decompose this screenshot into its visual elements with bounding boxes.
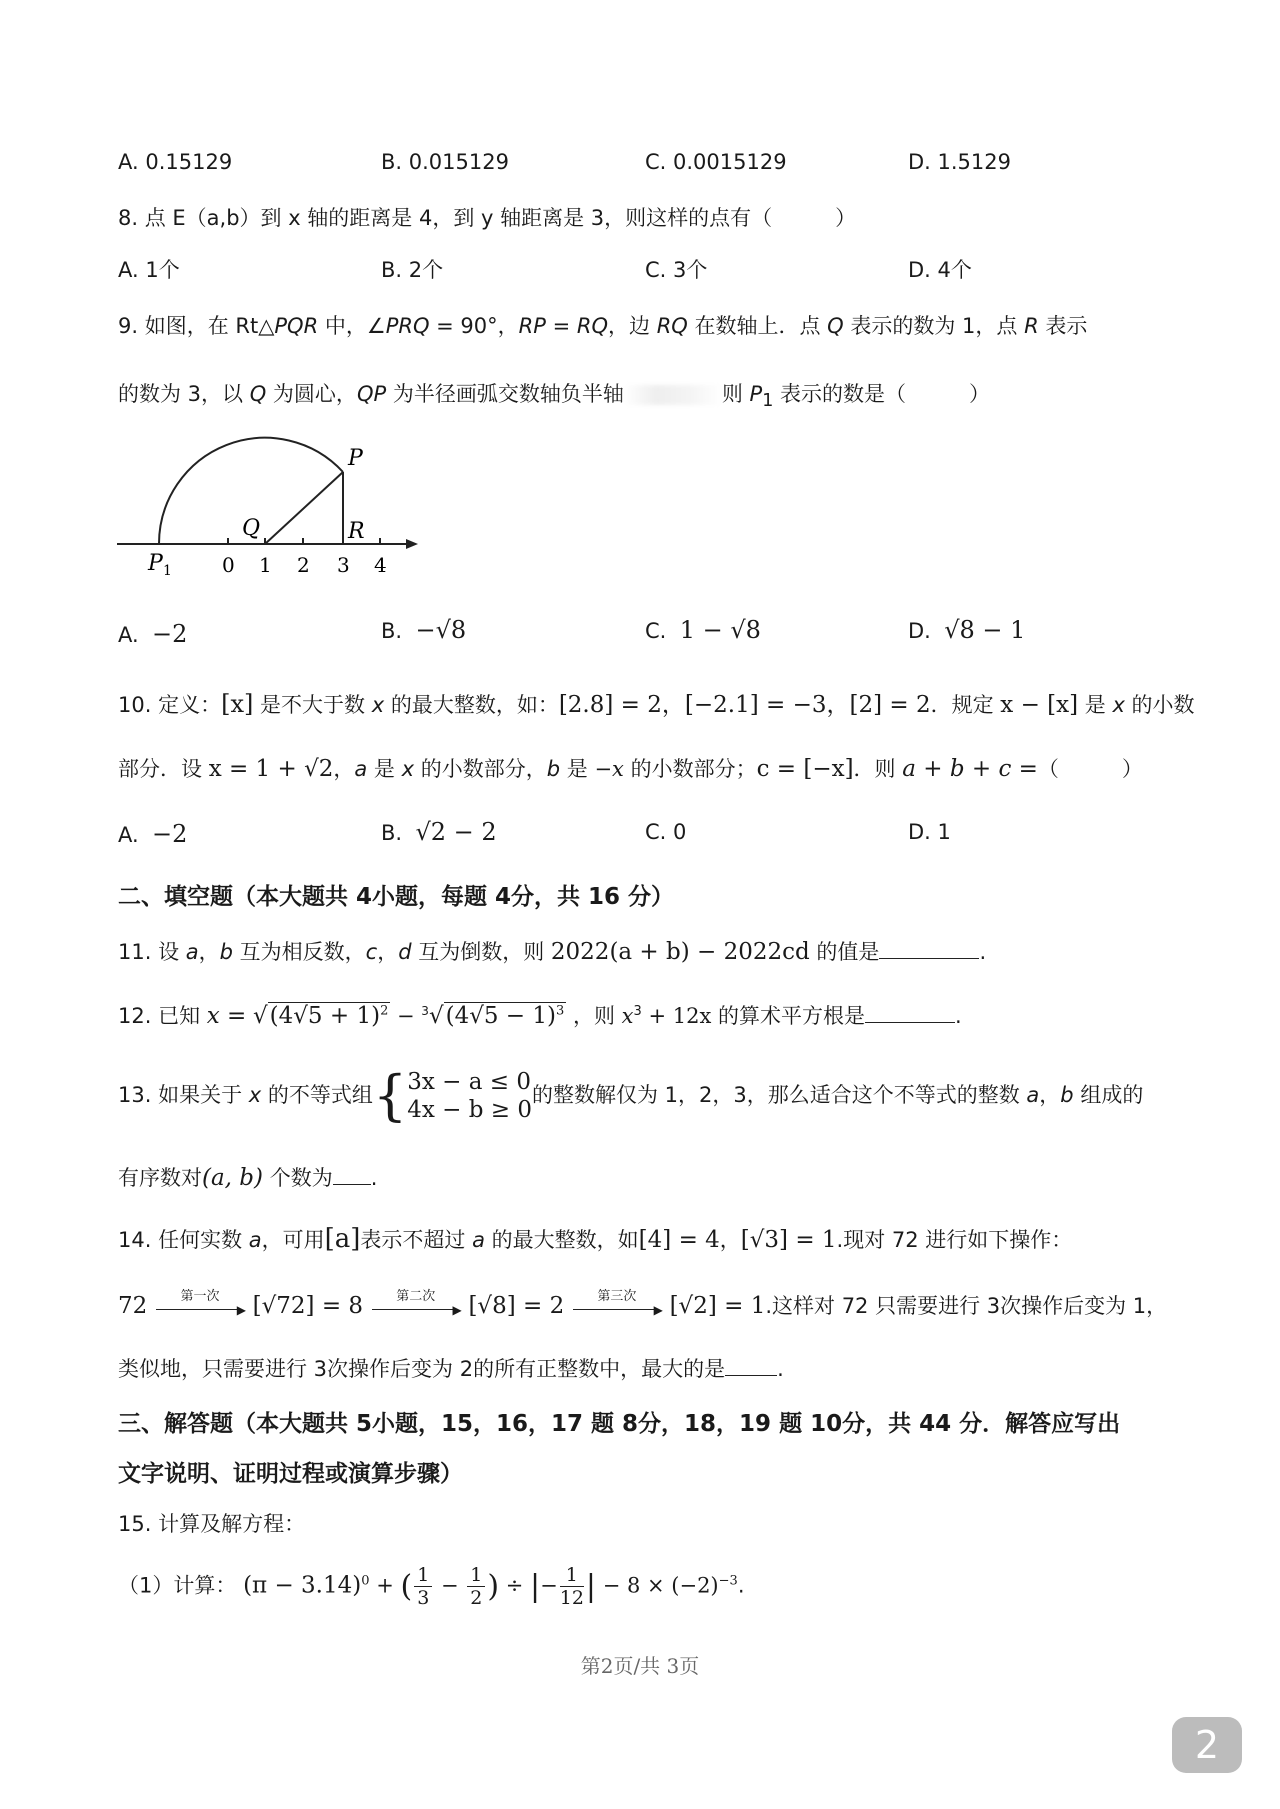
- q7-option-c: C. 0.0015129: [645, 150, 787, 174]
- number-line-figure: [112, 432, 432, 592]
- q13-question-line-2: 有序数对(a, b) 个数为 .: [118, 1165, 378, 1191]
- q9-line-2: 的数为 3，以 Q 为圆心，QP 为半径画弧交数轴负半轴 则 $P_1$ 表示的数是（ ）: [118, 382, 991, 412]
- q12-answer-blank[interactable]: [865, 1004, 955, 1023]
- segment-qp: [265, 472, 343, 544]
- q14-answer-blank[interactable]: [725, 1357, 777, 1376]
- page-number-badge: 2: [1172, 1717, 1242, 1773]
- redacted-blur: [624, 385, 722, 405]
- inequality-system: 3x − a ≤ 0 4x − b ≥ 0: [407, 1069, 532, 1123]
- q9-option-d: D. √8 − 1: [908, 616, 1026, 644]
- q8-option-b: B. 2个: [381, 258, 444, 282]
- q9-line-1: 9. 如图，在 Rt△PQR 中，∠PRQ = 90°，RP = RQ，边 RQ 在数轴上．点 Q 表示的数为 1，点 R 表示: [118, 314, 1088, 338]
- arrow-first: 第一次 ▶: [154, 1297, 246, 1317]
- q13-question-line-1: 13. 如果关于 x 的不等式组{ 3x − a ≤ 0 4x − b ≥ 0 的整数解仅为 1，2，3，那么适合这个不等式的整数 a，b 组成的: [118, 1064, 1144, 1127]
- section-2-heading: 二、填空题（本大题共 4小题，每题 4分，共 16 分）: [118, 884, 675, 910]
- tick-label-1: 1: [259, 553, 272, 577]
- q7-option-a: A. 0.15129: [118, 150, 233, 174]
- q13-answer-blank[interactable]: [333, 1166, 371, 1185]
- q10-line-1: 10. 定义：[x] 是不大于数 x 的最大整数，如：[2.8] = 2，[−2.1] = −3，[2] = 2．规定 x − [x] 是 x 的小数: [118, 690, 1195, 718]
- arrow-third: 第三次 ▶: [571, 1297, 663, 1317]
- q15-title: 15. 计算及解方程：: [118, 1512, 306, 1536]
- section-3-heading-line-1: 三、解答题（本大题共 5小题，15，16，17 题 8分，18，19 题 10分，共 44 分．解答应写出: [118, 1411, 1121, 1437]
- q8-question: 8. 点 E（a,b）到 x 轴的距离是 4，到 y 轴距离是 3，则这样的点有（ ）: [118, 206, 857, 230]
- q7-option-d: D. 1.5129: [908, 150, 1012, 174]
- tick-label-3: 3: [337, 553, 350, 577]
- axis-arrow: [406, 539, 418, 549]
- q8-option-a: A. 1个: [118, 258, 180, 282]
- q10-option-b: B. √2 − 2: [381, 818, 497, 846]
- q10-option-c: C. 0: [645, 820, 687, 844]
- label-p1-sub: 1: [163, 563, 172, 579]
- label-r: R: [348, 519, 365, 544]
- q9-option-b: B. −√8: [381, 616, 467, 644]
- q9-option-c: C. 1 − √8: [645, 616, 761, 644]
- tick-label-4: 4: [374, 553, 387, 577]
- q10-option-a: A. −2: [118, 820, 188, 848]
- q14-line-3: 类似地，只需要进行 3次操作后变为 2的所有正整数中，最大的是 .: [118, 1357, 784, 1381]
- q14-line-1: 14. 任何实数 a，可用[a]表示不超过 a 的最大整数，如[4] = 4，[√3] = 1.现对 72 进行如下操作：: [118, 1224, 1073, 1254]
- label-q: Q: [242, 516, 261, 541]
- section-3-heading-line-2: 文字说明、证明过程或演算步骤）: [118, 1461, 463, 1487]
- label-p: P: [348, 446, 363, 471]
- tick-label-2: 2: [297, 553, 310, 577]
- arrow-second: 第二次 ▶: [370, 1297, 462, 1317]
- tick-label-0: 0: [222, 553, 235, 577]
- q8-option-d: D. 4个: [908, 258, 972, 282]
- q12-question: 12. 已知 $x = √(4√5 + 1)^2 - ^3√(4√5 - 1)^3$ ，则 $x^3 + 12x$ 的算术平方根是 .: [118, 1003, 962, 1029]
- q11-answer-blank[interactable]: [879, 940, 979, 959]
- q14-line-2: 72 第一次 ▶ [√72] = 8 第二次 ▶ [√8] = 2 第三次 ▶ [√2] = 1.这样对 72 只需要进行 3次操作后变为 1，: [118, 1289, 1168, 1319]
- q9-option-a: A. −2: [118, 620, 188, 648]
- page-footer: 第2页/共 3页: [580, 1654, 700, 1678]
- q11-question: 11. 设 a，b 互为相反数，c，d 互为倒数，则 2022(a + b) − 2022cd 的值是 .: [118, 939, 987, 965]
- q10-line-2: 部分．设 x = 1 + √2，a 是 x 的小数部分，b 是 −x 的小数部分；c = [−x]．则 a + b + c =（ ）: [118, 756, 1143, 782]
- label-p1: P: [148, 551, 163, 576]
- q7-option-b: B. 0.015129: [381, 150, 509, 174]
- q10-option-d: D. 1: [908, 820, 951, 844]
- q15-part-1: （1）计算： $(\pi - 3.14)^0$ + ( $\frac{1}{3}$ − $\frac{1}{2}$ ) ÷ |− $\frac{1}{12}$ | − $8 \times (-2)^{-3}$.: [118, 1564, 745, 1609]
- q8-option-c: C. 3个: [645, 258, 708, 282]
